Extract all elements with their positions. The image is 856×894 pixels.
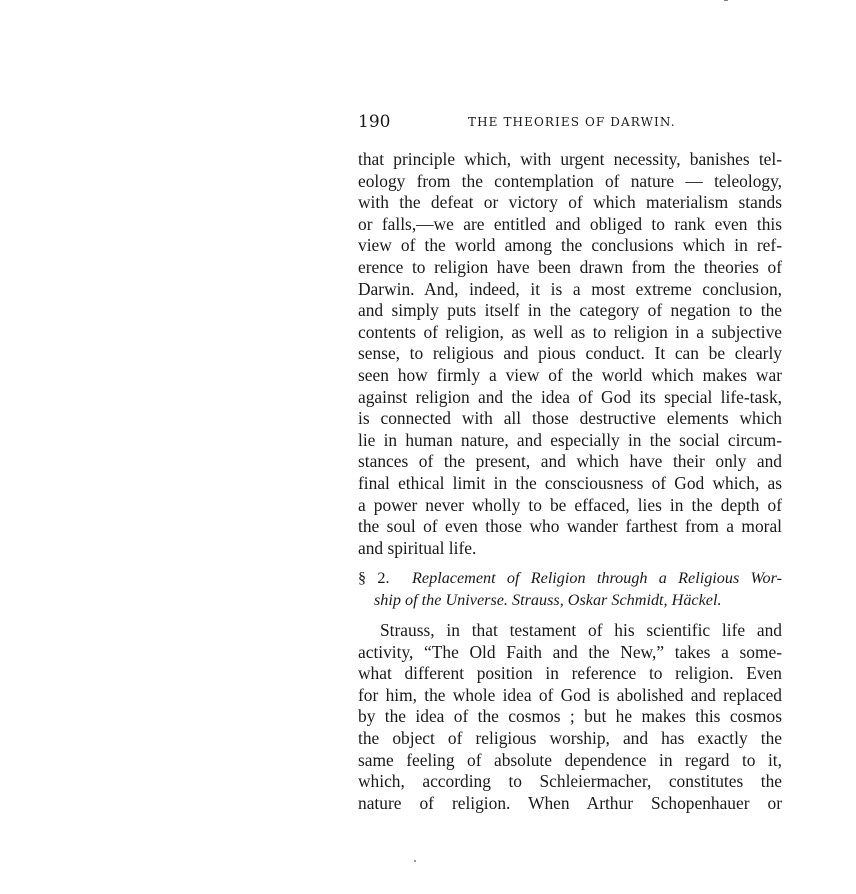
text-line: is connected with all those destructive elements which <box>358 408 782 429</box>
text-line: eology from the contemplation of nature — teleology, <box>358 170 782 191</box>
text-line: the object of religious worship, and has exactly the <box>358 727 782 748</box>
text-line: the soul of even those who wander farthest from a moral <box>358 516 782 537</box>
running-title: THE THEORIES OF DARWIN. <box>468 115 676 129</box>
paragraph-2 <box>358 620 782 814</box>
section-heading <box>358 567 782 611</box>
text-line: activity, “The Old Faith and the New,” takes a some- <box>358 641 782 662</box>
text-line: and simply puts itself in the category of negation to the <box>358 300 782 321</box>
text-line: what different position in reference to religion. Even <box>358 663 782 684</box>
text-line: final ethical limit in the consciousness of God which, as <box>358 472 782 493</box>
text-line: or falls,—we are entitled and obliged to rank even this <box>358 213 782 234</box>
text-line: same feeling of absolute dependence in regard to it, <box>358 749 782 770</box>
page-header <box>358 112 782 136</box>
text-line: view of the world among the conclusions which in ref- <box>358 235 782 256</box>
text-line: nature of religion. When Arthur Schopenhauer or <box>358 792 782 813</box>
text-line: erence to religion have been drawn from the theories of <box>358 256 782 277</box>
print-speck <box>724 0 728 1</box>
section-title-part-1: Replacement of Religion through a Religious Wor- <box>412 569 782 587</box>
text-line: which, according to Schleiermacher, constitutes the <box>358 771 782 792</box>
text-line: a power never wholly to be effaced, lies in the depth of <box>358 494 782 515</box>
section-heading-line-1 <box>358 567 782 589</box>
section-mark: § 2. <box>358 569 390 587</box>
print-speck <box>414 860 416 862</box>
text-line: for him, the whole idea of God is abolished and replaced <box>358 684 782 705</box>
text-line: by the idea of the cosmos ; but he makes this cosmos <box>358 706 782 727</box>
text-line: stances of the present, and which have their only and <box>358 451 782 472</box>
text-line: seen how firmly a view of the world which makes war <box>358 364 782 385</box>
text-line: with the defeat or victory of which materialism stands <box>358 192 782 213</box>
text-line: sense, to religious and pious conduct. It can be clearly <box>358 343 782 364</box>
text-line: against religion and the idea of God its special life-task, <box>358 386 782 407</box>
text-line: that principle which, with urgent necessity, banishes tel- <box>358 149 782 169</box>
section-title-part-2: ship of the Universe. Strauss, Oskar Schmidt, Häckel. <box>374 591 722 609</box>
text-line: Strauss, in that testament of his scientific life and <box>380 620 782 640</box>
text-line: contents of religion, as well as to religion in a subjective <box>358 321 782 342</box>
text-line: Darwin. And, indeed, it is a most extreme conclusion, <box>358 278 782 299</box>
text-line: and spiritual life. <box>358 537 477 558</box>
paragraph-1 <box>358 149 782 559</box>
page-number: 190 <box>358 112 391 132</box>
text-line: lie in human nature, and especially in the social circum- <box>358 429 782 450</box>
